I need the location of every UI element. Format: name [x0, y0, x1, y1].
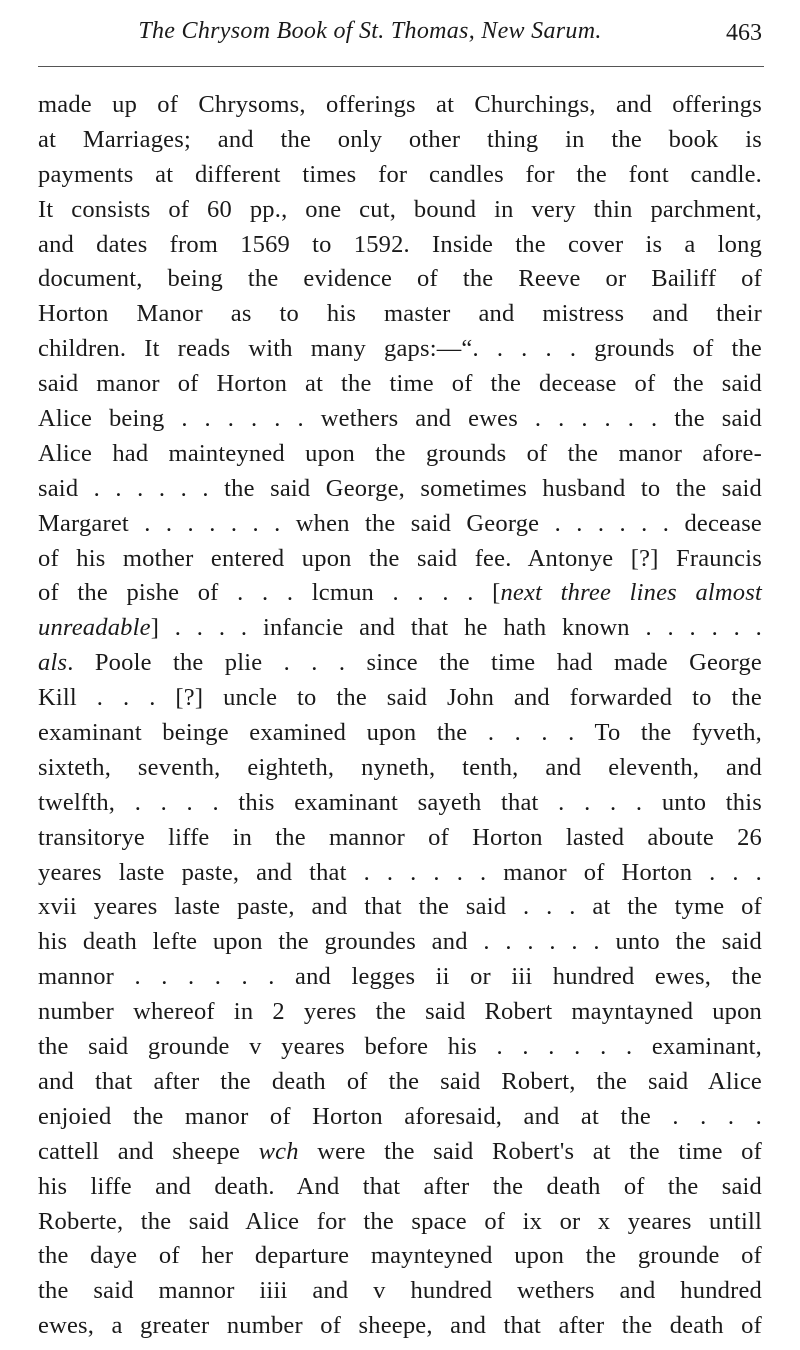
italic-text: unreadable: [38, 614, 151, 642]
text-line: [38, 681, 762, 716]
text-line: [38, 158, 762, 193]
text-segment: Alice being . . . . . . wethers and ewes . . . . . . the said: [38, 405, 762, 433]
text-segment: It consists of 60 pp., one cut, bound in very thin parchment,: [38, 195, 762, 223]
text-segment: mannor . . . . . . and legges ii or iii hundred ewes, the: [38, 963, 762, 991]
text-segment: his liffe and death. And that after the death of the said: [38, 1172, 762, 1200]
text-line: [38, 611, 762, 646]
text-line: [38, 1170, 762, 1205]
page-header: [38, 14, 762, 54]
text-line: [38, 716, 762, 751]
text-segment: yeares laste paste, and that . . . . . . manor of Horton . . .: [38, 858, 762, 886]
text-segment: at Marriages; and the only other thing in the book is: [38, 125, 762, 153]
text-segment: of his mother entered upon the said fee. Antonye [?] Frauncis: [38, 544, 762, 572]
italic-text: next three lines almost: [500, 579, 762, 607]
text-segment: twelfth, . . . . this examinant sayeth that . . . . unto this: [38, 788, 762, 816]
text-line: [38, 1239, 762, 1274]
text-segment: . Poole the plie . . . since the time had made George: [67, 649, 762, 677]
text-line: [38, 437, 762, 472]
text-segment: ewes, a greater number of sheepe, and that after the death of: [38, 1312, 762, 1340]
text-segment: the said grounde v yeares before his . . . . . . examinant,: [38, 1033, 762, 1061]
text-line: [38, 576, 762, 611]
text-segment: examinant beinge examined upon the . . . . To the fyveth,: [38, 719, 762, 747]
text-line: [38, 332, 762, 367]
text-line: [38, 1309, 762, 1344]
text-line: [38, 1274, 762, 1309]
text-line: [38, 821, 762, 856]
text-segment: Alice had mainteyned upon the grounds of the manor afore-: [38, 439, 762, 467]
text-line: [38, 297, 762, 332]
text-line: [38, 262, 762, 297]
italic-text: als: [38, 649, 68, 677]
text-line: [38, 995, 762, 1030]
text-segment: the said mannor iiii and v hundred wethers and hundred: [38, 1277, 762, 1305]
text-line: [38, 1135, 762, 1170]
text-segment: number whereof in 2 yeres the said Robert mayntayned upon: [38, 998, 762, 1026]
text-segment: the daye of her departure maynteyned upon the grounde of: [38, 1242, 762, 1270]
text-segment: and dates from 1569 to 1592. Inside the cover is a long: [38, 230, 762, 258]
text-segment: and that after the death of the said Robert, the said Alice: [38, 1067, 762, 1095]
running-title: The Chrysom Book of St. Thomas, New Sarum.: [138, 18, 602, 44]
body-text: [38, 88, 762, 1344]
text-segment: ] . . . . infancie and that he hath known . . . . . .: [150, 614, 762, 642]
text-segment: sixteth, seventh, eighteth, nyneth, tenth, and eleventh, and: [38, 753, 762, 781]
text-segment: Horton Manor as to his master and mistress and their: [38, 300, 762, 328]
text-line: [38, 472, 762, 507]
text-segment: Kill . . . [?] uncle to the said John and forwarded to the: [38, 684, 762, 712]
text-line: [38, 367, 762, 402]
text-segment: xvii yeares laste paste, and that the said . . . at the tyme of: [38, 893, 762, 921]
text-line: [38, 123, 762, 158]
text-line: [38, 402, 762, 437]
text-line: [38, 890, 762, 925]
text-segment: of the pishe of . . . lcmun . . . . [: [38, 579, 501, 607]
page-number: 463: [726, 20, 762, 46]
text-line: [38, 646, 762, 681]
text-line: [38, 960, 762, 995]
text-line: [38, 751, 762, 786]
text-segment: document, being the evidence of the Reeve or Bailiff of: [38, 265, 762, 293]
text-segment: his death lefte upon the groundes and . . . . . . unto the said: [38, 928, 762, 956]
text-line: [38, 1065, 762, 1100]
text-segment: said manor of Horton at the time of the decease of the said: [38, 370, 762, 398]
text-line: [38, 856, 762, 891]
text-segment: payments at different times for candles for the font candle.: [38, 160, 762, 188]
text-line: [38, 1205, 762, 1240]
text-segment: enjoied the manor of Horton aforesaid, and at the . . . .: [38, 1102, 762, 1130]
text-segment: said . . . . . . the said George, sometimes husband to the said: [38, 474, 762, 502]
text-line: [38, 1030, 762, 1065]
text-line: [38, 193, 762, 228]
text-line: [38, 1100, 762, 1135]
text-segment: were the said Robert's at the time of: [298, 1137, 762, 1165]
text-line: [38, 228, 762, 263]
text-line: [38, 88, 762, 123]
text-segment: cattell and sheepe: [38, 1137, 259, 1165]
text-line: [38, 542, 762, 577]
text-segment: made up of Chrysoms, offerings at Churchings, and offerings: [38, 91, 762, 118]
header-rule: [38, 66, 764, 67]
text-segment: transitorye liffe in the mannor of Horton lasted aboute 26: [38, 823, 762, 851]
text-line: [38, 786, 762, 821]
text-segment: Roberte, the said Alice for the space of ix or x yeares untill: [38, 1207, 762, 1235]
italic-text: wch: [258, 1137, 299, 1165]
text-line: [38, 925, 762, 960]
text-segment: children. It reads with many gaps:—“. . . . . grounds of the: [38, 335, 762, 363]
text-line: [38, 507, 762, 542]
text-segment: Margaret . . . . . . . when the said George . . . . . . decease: [38, 509, 762, 537]
